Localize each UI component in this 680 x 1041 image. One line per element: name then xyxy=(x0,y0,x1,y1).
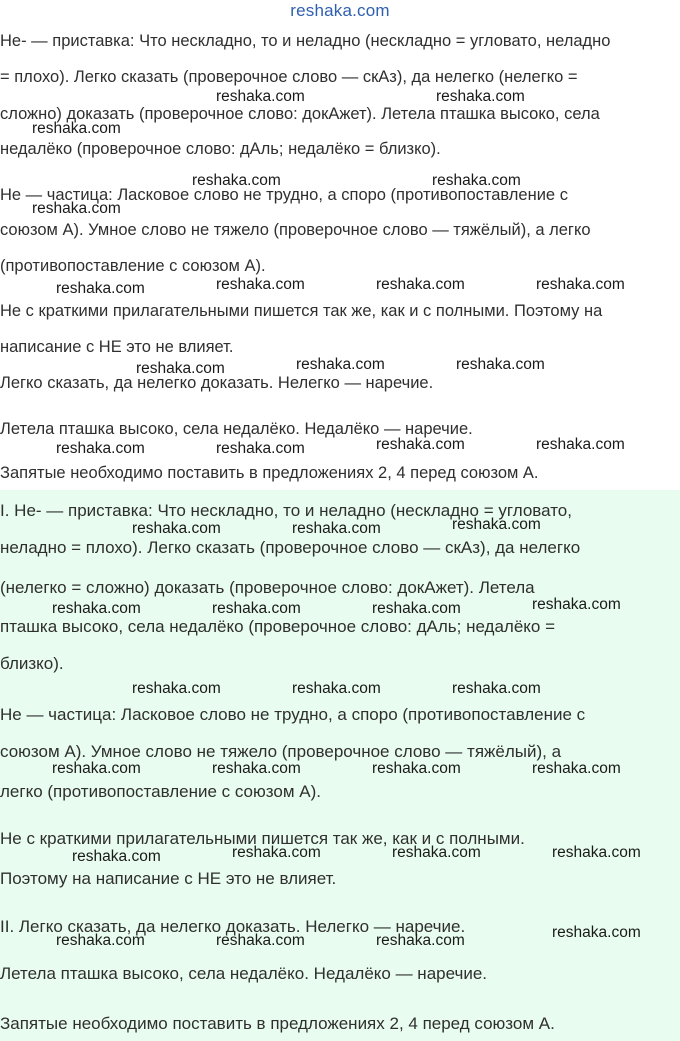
watermark: reshaka.com xyxy=(296,356,385,373)
watermark: reshaka.com xyxy=(292,680,381,697)
answer2-line: (нелегко = сложно) доказать (проверочное слово: докАжет). Летела xyxy=(0,578,535,597)
watermark: reshaka.com xyxy=(392,844,481,861)
watermark: reshaka.com xyxy=(192,172,281,189)
answer2-line: Поэтому на написание с НЕ это не влияет. xyxy=(0,869,337,888)
watermark: reshaka.com xyxy=(56,280,145,297)
watermark: reshaka.com xyxy=(376,932,465,949)
answer1-line: Легко сказать, да нелегко доказать. Нелегко — наречие. xyxy=(0,374,434,392)
watermark: reshaka.com xyxy=(216,276,305,293)
watermark: reshaka.com xyxy=(536,276,625,293)
watermark: reshaka.com xyxy=(216,932,305,949)
watermark: reshaka.com xyxy=(432,172,521,189)
watermark: reshaka.com xyxy=(452,516,541,533)
answer1-line: недалёко (проверочное слово: дАль; недалёко = близко). xyxy=(0,140,441,158)
watermark: reshaka.com xyxy=(136,360,225,377)
answer2-line: союзом А). Умное слово не тяжело (проверочное слово — тяжёлый), а xyxy=(0,742,562,761)
answer2-line: I. Не- — приставка: Что нескладно, то и неладно (нескладно = угловато, xyxy=(0,501,572,520)
watermark: reshaka.com xyxy=(292,520,381,537)
answer2-line: Летела пташка высоко, села недалёко. Недалёко — наречие. xyxy=(0,964,488,983)
answer2-line: Не с краткими прилагательными пишется так же, как и с полными. xyxy=(0,829,525,848)
site-header xyxy=(0,0,680,24)
site-link[interactable]: reshaka.com xyxy=(290,1,390,20)
answer1-line: Не с краткими прилагательными пишется так же, как и с полными. Поэтому на xyxy=(0,302,603,320)
watermark: reshaka.com xyxy=(376,276,465,293)
answer1-line: (противопоставление с союзом А). xyxy=(0,257,266,275)
answer2-line: Не — частица: Ласковое слово не трудно, а споро (противопоставление с xyxy=(0,705,586,724)
answer1-line: = плохо). Легко сказать (проверочное слово — скАз), да нелегко (нелегко = xyxy=(0,68,578,86)
watermark: reshaka.com xyxy=(216,88,305,105)
watermark: reshaka.com xyxy=(32,200,121,217)
watermark: reshaka.com xyxy=(32,120,121,137)
answer1-line: сложно) доказать (проверочное слово: докАжет). Летела пташка высоко, села xyxy=(0,105,600,123)
answer1-line: Не- — приставка: Что нескладно, то и неладно (нескладно = угловато, неладно xyxy=(0,32,611,50)
answer1-line: написание с НЕ это не влияет. xyxy=(0,338,234,356)
answer2-line: неладно = плохо). Легко сказать (проверочное слово — скАз), да нелегко xyxy=(0,538,581,557)
watermark: reshaka.com xyxy=(216,440,305,457)
watermark: reshaka.com xyxy=(72,848,161,865)
watermark: reshaka.com xyxy=(372,600,461,617)
watermark: reshaka.com xyxy=(132,520,221,537)
watermark: reshaka.com xyxy=(376,436,465,453)
watermark: reshaka.com xyxy=(552,844,641,861)
watermark: reshaka.com xyxy=(212,760,301,777)
watermark: reshaka.com xyxy=(532,596,621,613)
answer1-line: Не — частица: Ласковое слово не трудно, а споро (противопоставление с xyxy=(0,186,568,204)
watermark: reshaka.com xyxy=(552,924,641,941)
watermark: reshaka.com xyxy=(56,932,145,949)
watermark: reshaka.com xyxy=(232,844,321,861)
answer1-line: союзом А). Умное слово не тяжело (проверочное слово — тяжёлый), а легко xyxy=(0,221,591,239)
answer1-line: Запятые необходимо поставить в предложениях 2, 4 перед союзом А. xyxy=(0,464,539,482)
answer1-line: Летела пташка высоко, села недалёко. Недалёко — наречие. xyxy=(0,420,473,438)
answer2-line: II. Легко сказать, да нелегко доказать. Нелегко — наречие. xyxy=(0,917,466,936)
watermark: reshaka.com xyxy=(56,440,145,457)
watermark: reshaka.com xyxy=(52,600,141,617)
watermark: reshaka.com xyxy=(52,760,141,777)
watermark: reshaka.com xyxy=(532,760,621,777)
watermark: reshaka.com xyxy=(452,680,541,697)
answer2-line: легко (противопоставление с союзом А). xyxy=(0,782,321,801)
answer2-line: Запятые необходимо поставить в предложениях 2, 4 перед союзом А. xyxy=(0,1014,555,1033)
watermark: reshaka.com xyxy=(436,88,525,105)
watermark: reshaka.com xyxy=(132,680,221,697)
watermark: reshaka.com xyxy=(456,356,545,373)
watermark: reshaka.com xyxy=(212,600,301,617)
answer2-line: пташка высоко, села недалёко (проверочное слово: дАль; недалёко = xyxy=(0,617,556,636)
answer2-line: близко). xyxy=(0,654,64,673)
watermark: reshaka.com xyxy=(372,760,461,777)
watermark: reshaka.com xyxy=(536,436,625,453)
